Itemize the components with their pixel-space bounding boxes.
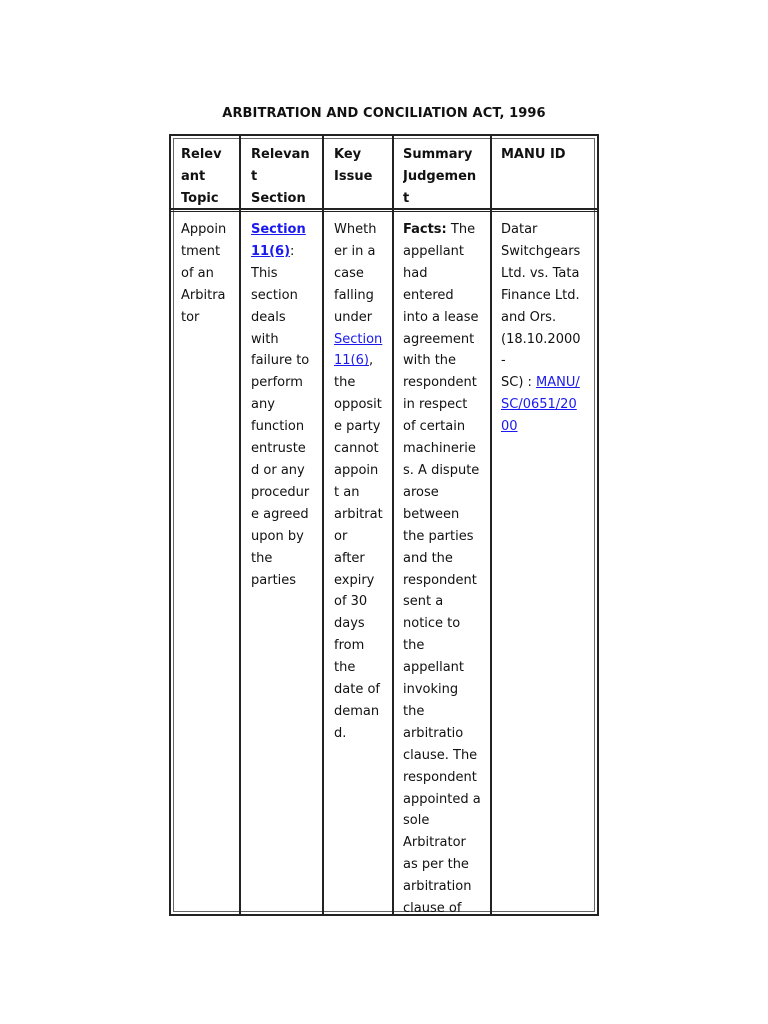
cell-summary-judgement [403, 219, 489, 916]
header-key-issue [334, 144, 392, 188]
cell-text: er in a [334, 243, 376, 259]
cell-text: between [403, 506, 460, 522]
cell-text: respondent [403, 572, 477, 588]
cell-text: e party [334, 419, 381, 435]
cell-text: appellant [403, 660, 464, 676]
cell-text: from [334, 638, 365, 654]
manu-citation-link[interactable]: SC/0651/20 [501, 397, 577, 413]
cell-text: any [251, 397, 275, 413]
cell-text: d or any [251, 462, 305, 478]
cell-text: Datar [501, 222, 538, 237]
header-text: Summary [403, 147, 473, 162]
cell-text: arbitratio [403, 725, 464, 741]
cell-text: with [251, 331, 279, 347]
cell-text: : [290, 243, 295, 259]
cell-text: clause. The [403, 747, 478, 763]
header-text: Judgemen [403, 168, 477, 184]
section-11-6-link[interactable]: Section [334, 331, 383, 347]
cell-text: procedur [251, 484, 310, 500]
cell-text: (18.10.2000 [501, 331, 581, 347]
cell-text: SC) : [501, 375, 537, 391]
header-text: Key [334, 147, 362, 162]
section-11-6-link[interactable]: 11(6) [251, 243, 291, 259]
cell-text: the parties [403, 528, 474, 544]
column-divider [239, 136, 241, 914]
cell-text: sole [403, 813, 430, 829]
cell-text: respondent [403, 769, 477, 785]
header-relevant-topic [181, 144, 237, 210]
cell-text: arbitrat [334, 506, 383, 522]
cell-text: section [251, 287, 298, 303]
cell-text: had [403, 265, 428, 281]
cell-text: invoking [403, 682, 459, 698]
header-text: MANU ID [501, 147, 566, 162]
cell-text: notice to [403, 616, 461, 632]
cell-text: entered [403, 287, 454, 303]
cell-text: entruste [251, 441, 306, 457]
cell-text: arose [403, 484, 439, 500]
cell-text: arbitration [403, 879, 472, 895]
cell-text: Appoin [181, 222, 227, 237]
header-text: Relev [181, 147, 222, 162]
cell-text: and Ors. [501, 309, 557, 325]
cell-text: agreement [403, 331, 475, 347]
cell-text: appellant [403, 243, 464, 259]
header-text: Relevan [251, 147, 310, 162]
header-summary-judgement [403, 144, 489, 210]
cell-text: or [334, 528, 348, 544]
header-manu-id [501, 144, 597, 166]
cell-text: of certain [403, 419, 466, 435]
column-divider [322, 136, 324, 914]
cell-text: Ltd. vs. Tata [501, 265, 580, 281]
cell-text: as per the [403, 857, 469, 873]
cell-text: d. [334, 725, 347, 741]
cell-text: upon by [251, 528, 304, 544]
cell-text: of 30 [334, 594, 368, 610]
cell-text: failure to [251, 353, 310, 369]
column-divider [490, 136, 492, 914]
cell-text: date of [334, 682, 380, 698]
header-text: Section [251, 190, 306, 206]
cell-key-issue [334, 219, 392, 745]
cell-text: perform [251, 375, 303, 391]
cell-text: with the [403, 353, 457, 369]
cell-text: deman [334, 703, 380, 719]
cell-text: - [501, 353, 506, 369]
cell-manu-id [501, 219, 597, 438]
cell-text: under [334, 309, 373, 325]
cell-text: machinerie [403, 441, 476, 457]
cell-relevant-topic [181, 219, 237, 329]
cell-text: parties [251, 572, 297, 588]
cell-text: Switchgears [501, 243, 581, 259]
cell-text: the [334, 375, 356, 391]
judgements-table [169, 134, 599, 916]
section-11-6-link[interactable]: Section [251, 222, 306, 237]
cell-text: tor [181, 309, 200, 325]
cell-text: The [446, 222, 476, 237]
cell-text: into a lease [403, 309, 479, 325]
cell-text: appoin [334, 462, 379, 478]
cell-text: clause of [403, 901, 462, 916]
cell-text: Wheth [334, 222, 377, 237]
cell-text: , [368, 353, 374, 369]
cell-text: days [334, 616, 365, 632]
cell-text: and the [403, 550, 453, 566]
cell-text: falling [334, 287, 374, 303]
cell-text: appointed a [403, 791, 481, 807]
section-11-6-link[interactable]: 11(6) [334, 353, 369, 369]
cell-text: the [334, 660, 356, 676]
cell-text: case [334, 265, 364, 281]
manu-citation-link[interactable]: 00 [501, 419, 518, 435]
cell-text: e agreed [251, 506, 309, 522]
header-relevant-section [251, 144, 321, 210]
header-text: Topic [181, 190, 219, 206]
cell-text: Finance Ltd. [501, 287, 580, 303]
cell-text: the [403, 638, 425, 654]
cell-text: Arbitrator [403, 835, 466, 851]
header-text: Issue [334, 168, 373, 184]
manu-citation-link[interactable]: MANU/ [536, 375, 580, 391]
cell-relevant-section [251, 219, 321, 591]
column-divider [392, 136, 394, 914]
facts-label: Facts: [403, 222, 447, 237]
cell-text: Arbitra [181, 287, 226, 303]
cell-text: in respect [403, 397, 468, 413]
header-text: ant [181, 168, 206, 184]
cell-text: the [251, 550, 273, 566]
cell-text: sent a [403, 594, 444, 610]
cell-text: cannot [334, 441, 379, 457]
cell-text: after [334, 550, 365, 566]
cell-text: This [251, 265, 278, 281]
cell-text: tment [181, 243, 221, 259]
cell-text: respondent [403, 375, 477, 391]
cell-text: expiry [334, 572, 375, 588]
header-text: t [403, 190, 410, 206]
cell-text: function [251, 419, 305, 435]
cell-text: of an [181, 265, 214, 281]
cell-text: deals [251, 309, 286, 325]
cell-text: the [403, 703, 425, 719]
cell-text: s. A dispute [403, 462, 480, 478]
header-text: t [251, 168, 258, 184]
cell-text: opposit [334, 397, 382, 413]
page-title: ARBITRATION AND CONCILIATION ACT, 1996 [222, 106, 546, 121]
cell-text: t an [334, 484, 360, 500]
